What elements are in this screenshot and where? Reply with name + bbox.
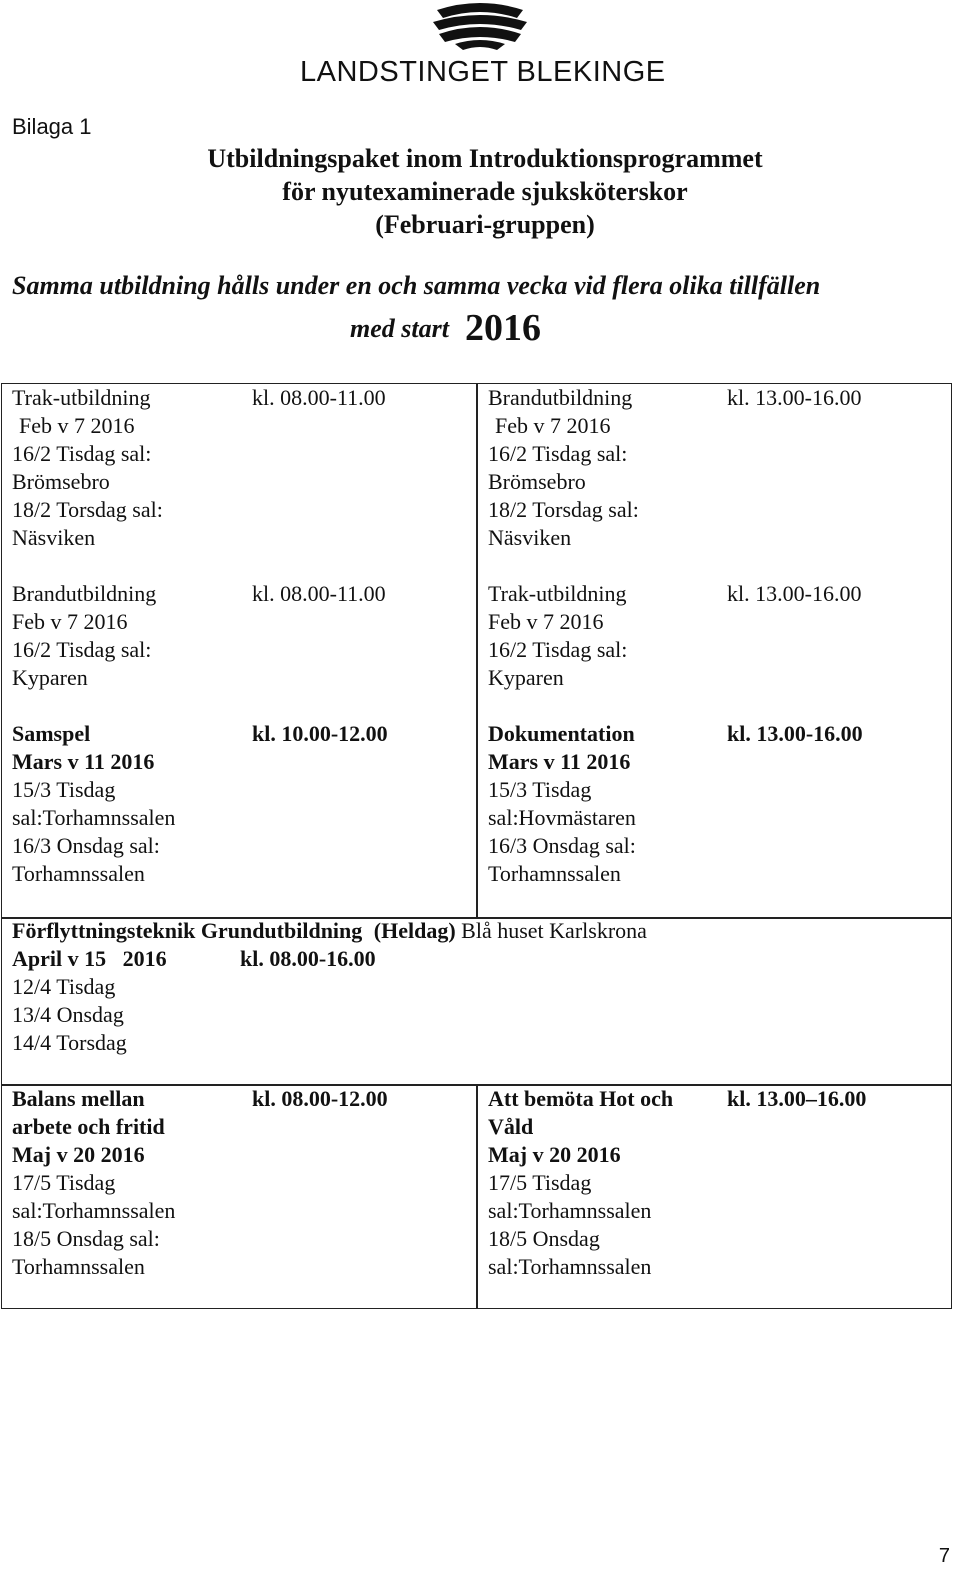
- course-name: Dokumentation: [488, 721, 635, 746]
- course-cell-hot-vald: [488, 1085, 673, 1281]
- course-cell-dokumentation: [488, 720, 636, 888]
- course-cell-brand-2: [12, 580, 156, 692]
- course-line: 16/3 Onsdag sal:: [488, 833, 636, 858]
- course-line: 18/2 Torsdag sal:: [12, 497, 163, 522]
- course-line: sal:Torhamnssalen: [488, 1254, 652, 1279]
- subtitle-start-text: med start: [350, 314, 449, 343]
- course-name: Förflyttningsteknik Grundutbildning: [12, 918, 363, 943]
- course-time: kl. 08.00-11.00: [252, 385, 386, 410]
- course-period: Feb v 7 2016: [495, 413, 611, 438]
- subtitle-line-2: [350, 306, 541, 350]
- course-line: 13/4 Onsdag: [12, 1002, 124, 1027]
- course-name-line-1: Att bemöta Hot och: [488, 1086, 674, 1111]
- course-line: 16/2 Tisdag sal:: [12, 441, 152, 466]
- attachment-label: Bilaga 1: [12, 114, 92, 139]
- course-time: kl. 13.00-16.00: [727, 721, 863, 746]
- course-period: Mars v 11 2016: [488, 749, 631, 774]
- course-cell-brand-1: [488, 384, 639, 552]
- course-line: sal:Torhamnssalen: [12, 1198, 176, 1223]
- course-period: Feb v 7 2016: [488, 609, 604, 634]
- course-name: Brandutbildning: [12, 581, 157, 606]
- document-title: [0, 142, 960, 241]
- course-line: Brömsebro: [12, 469, 110, 494]
- course-line: Brömsebro: [488, 469, 586, 494]
- course-time: kl. 10.00-12.00: [252, 721, 388, 746]
- course-line: 18/2 Torsdag sal:: [488, 497, 639, 522]
- course-time: kl. 08.00-11.00: [252, 581, 386, 606]
- course-line: 17/5 Tisdag: [488, 1170, 592, 1195]
- course-place: Blå huset Karlskrona: [461, 918, 647, 943]
- course-line: 17/5 Tisdag: [12, 1170, 116, 1195]
- course-period: Mars v 11 2016: [12, 749, 155, 774]
- course-name-line-2: arbete och fritid: [12, 1114, 165, 1139]
- course-period: Maj v 20 2016: [488, 1142, 621, 1167]
- course-cell-samspel: [12, 720, 175, 888]
- logo-text: LANDSTINGET BLEKINGE: [300, 56, 666, 88]
- course-heldag: (Heldag): [373, 918, 456, 943]
- course-line: Torhamnssalen: [12, 861, 145, 886]
- logo: [300, 2, 666, 89]
- course-line: 16/2 Tisdag sal:: [12, 637, 152, 662]
- course-name: Trak-utbildning: [12, 385, 151, 410]
- table-divider-vertical-top: [476, 383, 478, 918]
- course-line: Kyparen: [488, 665, 564, 690]
- course-cell-balans: [12, 1085, 175, 1281]
- course-name: Brandutbildning: [488, 385, 633, 410]
- course-time: kl. 08.00-12.00: [252, 1086, 388, 1111]
- course-period: Feb v 7 2016: [19, 413, 135, 438]
- course-time: kl. 13.00-16.00: [727, 385, 862, 410]
- title-line-3: (Februari-gruppen): [375, 210, 595, 239]
- landstinget-blekinge-emblem-icon: [425, 2, 535, 52]
- course-line: Torhamnssalen: [12, 1254, 145, 1279]
- course-line: 15/3 Tisdag: [488, 777, 592, 802]
- course-line: 16/3 Onsdag sal:: [12, 833, 160, 858]
- course-time: kl. 13.00–16.00: [727, 1086, 867, 1111]
- course-cell-trak-2: [488, 580, 627, 692]
- course-name-line-2: Våld: [488, 1114, 534, 1139]
- course-line: 18/5 Onsdag: [488, 1226, 600, 1251]
- course-period: Feb v 7 2016: [12, 609, 128, 634]
- course-cell-forflyttning: [12, 917, 647, 1057]
- course-line: Kyparen: [12, 665, 88, 690]
- course-period: Maj v 20 2016: [12, 1142, 145, 1167]
- course-cell-trak-1: [12, 384, 163, 552]
- course-time: kl. 08.00-16.00: [240, 946, 376, 971]
- course-line: 14/4 Torsdag: [12, 1030, 127, 1055]
- table-divider-vertical-bottom: [476, 1084, 478, 1309]
- course-name: Samspel: [12, 721, 91, 746]
- subtitle-year: 2016: [464, 307, 541, 349]
- course-line: 15/3 Tisdag: [12, 777, 116, 802]
- course-line: 16/2 Tisdag sal:: [488, 441, 628, 466]
- course-line: Torhamnssalen: [488, 861, 621, 886]
- course-time: kl. 13.00-16.00: [727, 581, 862, 606]
- title-line-2: för nyutexaminerade sjuksköterskor: [282, 177, 688, 206]
- page-number: 7: [938, 1545, 950, 1567]
- course-line: sal:Torhamnssalen: [488, 1198, 652, 1223]
- course-line: Näsviken: [488, 525, 572, 550]
- course-line: Näsviken: [12, 525, 96, 550]
- course-name: Trak-utbildning: [488, 581, 627, 606]
- course-line: 12/4 Tisdag: [12, 974, 116, 999]
- course-line: 18/5 Onsdag sal:: [12, 1226, 160, 1251]
- course-period: April v 15 2016: [12, 946, 167, 971]
- title-line-1: Utbildningspaket inom Introduktionsprogrammet: [207, 144, 763, 173]
- course-line: 16/2 Tisdag sal:: [488, 637, 628, 662]
- course-name-line-1: Balans mellan: [12, 1086, 145, 1111]
- course-line: sal:Torhamnssalen: [12, 805, 176, 830]
- course-line: sal:Hovmästaren: [488, 805, 636, 830]
- subtitle-line-1: Samma utbildning hålls under en och samma vecka vid flera olika tillfällen: [12, 271, 821, 300]
